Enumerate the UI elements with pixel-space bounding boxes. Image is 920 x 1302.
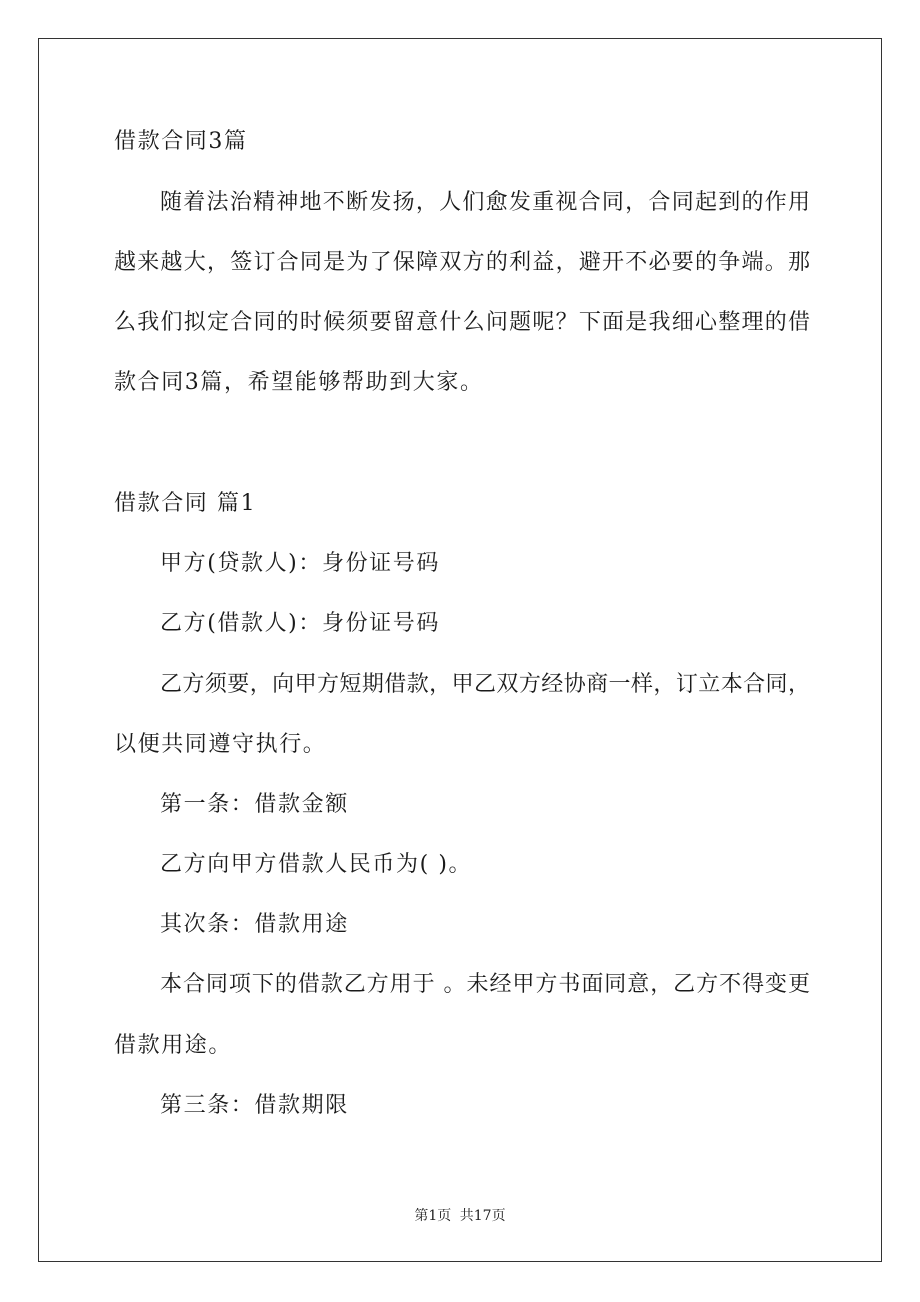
article-3-heading: 第三条：借款期限 [160, 1093, 349, 1118]
intro-line-3: 么我们拟定合同的时候须要留意什么问题呢？下面是我细心整理的借 [114, 310, 810, 335]
article-2-heading: 其次条：借款用途 [160, 912, 349, 937]
intro-line-1: 随着法治精神地不断发扬，人们愈发重视合同，合同起到的作用 [160, 190, 810, 215]
preamble-line-1: 乙方须要，向甲方短期借款，甲乙双方经协商一样，订立本合同， [160, 672, 810, 697]
article-2-line-2: 借款用途。 [114, 1033, 233, 1058]
intro-line-2: 越来越大，签订合同是为了保障双方的利益，避开不必要的争端。那 [114, 250, 810, 275]
intro-line-4: 款合同3篇，希望能够帮助到大家。 [114, 370, 484, 395]
article-1-text: 乙方向甲方借款人民币为( )。 [160, 852, 473, 877]
article-1-heading: 第一条：借款金额 [160, 792, 349, 817]
party-a-line: 甲方(贷款人)：身份证号码 [160, 551, 440, 576]
article-2-line-1: 本合同项下的借款乙方用于 。未经甲方书面同意，乙方不得变更 [160, 972, 810, 997]
preamble-line-2: 以便共同遵守执行。 [114, 732, 327, 757]
page-footer [0, 1206, 920, 1226]
page-number: 第1页 [414, 1208, 452, 1224]
page-total: 共17页 [459, 1208, 506, 1224]
party-b-line: 乙方(借款人)：身份证号码 [160, 611, 440, 636]
document-title: 借款合同3篇 [114, 129, 248, 154]
section-heading: 借款合同 篇1 [114, 491, 257, 516]
page-frame [38, 38, 882, 1262]
